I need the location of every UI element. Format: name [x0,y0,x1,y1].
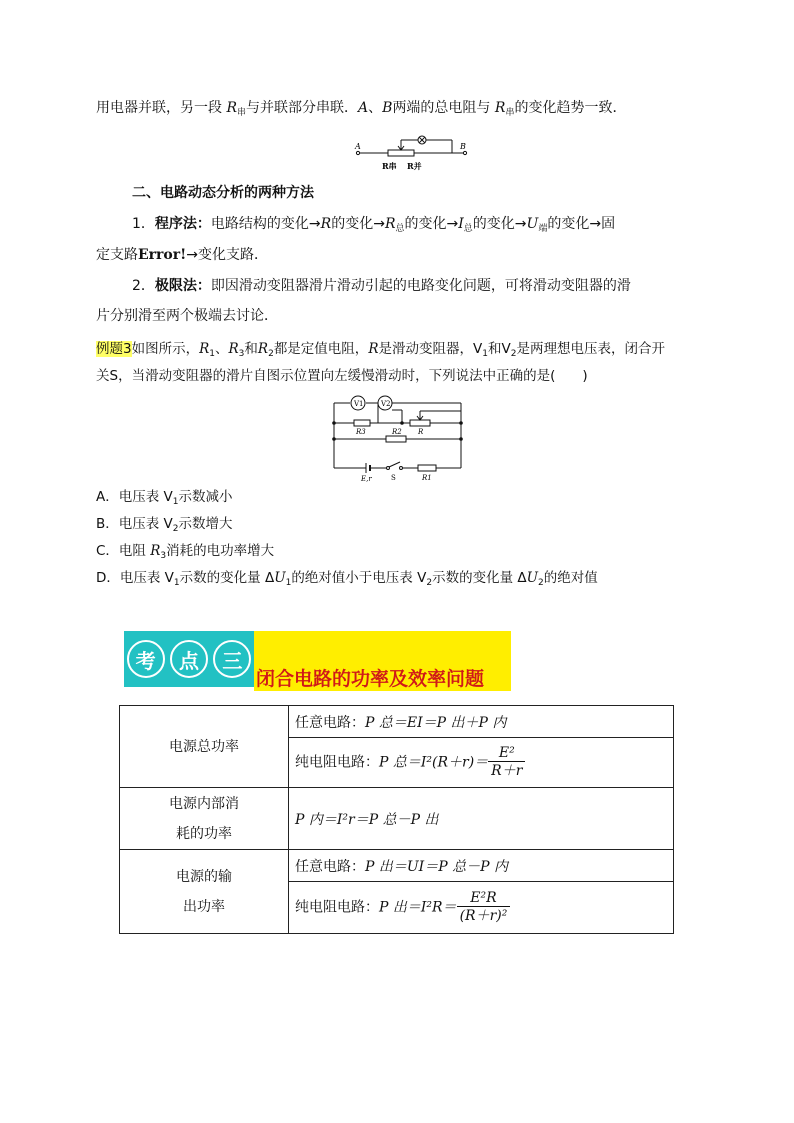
formula: P 内＝I²r＝P 总－P 出 [295,811,439,828]
option-text: 示数增大 [178,516,233,532]
switch-lever [389,462,400,467]
subscript: 1 [173,578,180,588]
symbol-u: U [274,570,286,586]
fraction [488,745,525,780]
text-run: 、 [215,341,229,357]
subscript: 1 [209,349,215,359]
error-text: Error! [138,247,187,263]
badge-char: 点 [178,648,199,673]
example-tag: 例题3 [96,341,132,357]
rheostat-r [410,420,430,426]
option-text: 的绝对值小于电压表 V [291,570,427,586]
label-line: 出功率 [183,898,225,915]
row2-label [120,788,289,850]
cell-label: 纯电阻电路： [295,754,379,771]
resistor-r1 [418,465,436,471]
denominator: R＋r [491,763,523,779]
subscript: 串 [237,108,247,118]
row3-cell-b [289,882,674,934]
row1-label: 电源总功率 [120,706,289,788]
numerator: E² [488,745,525,762]
formula: P 出＝I²R＝ [379,899,457,916]
option-a [96,487,233,512]
text-run: 即因滑动变阻器滑片滑动引起的电路变化问题，可将滑动变阻器的滑 [210,278,631,294]
label-line: 电源内部消 [169,795,239,812]
option-text: 示数减小 [178,489,233,505]
text-run: 的变化→固 [547,216,616,232]
option-d [96,568,598,593]
symbol-r: R [368,341,379,357]
symbol-u: U [526,216,539,232]
symbol-b: B [382,100,393,116]
formula: P 总＝EI＝P 出＋P 内 [365,714,507,731]
label-v1: V1 [354,400,364,408]
banner-title-box [254,631,511,691]
example-line2: 关S，当滑动变阻器的滑片自图示位置向左缓慢滑动时，下列说法中正确的是( ) [96,368,588,384]
subscript: 总 [395,224,405,234]
text-run: →变化支路． [186,247,269,263]
method2-line1 [132,276,631,296]
example-line1 [96,339,665,364]
cell-label: 任意电路： [295,858,365,875]
row1-cell-b [289,738,674,788]
text-run: 的变化→ [472,216,527,232]
label-er: E,r [361,475,372,483]
subscript: 2 [538,578,544,588]
row1-cell-a [289,706,674,738]
label-line: 耗的功率 [176,825,232,842]
banner-badge [124,631,254,687]
option-text: C．电阻 [96,543,151,559]
label-r2: R2 [392,428,402,436]
cell-label: 任意电路： [295,714,365,731]
option-text: 示数的变化量 Δ [432,570,527,586]
symbol-r: R [226,100,237,116]
power-table [119,705,674,934]
intro-line [96,98,626,123]
method-name: 极限法： [154,278,211,294]
subscript: 总 [463,224,473,234]
symbol-r: R [320,216,332,232]
method1-line2 [96,245,268,265]
option-c [96,541,274,566]
subscript: 2 [510,349,517,359]
method-name: 程序法： [154,216,211,232]
subscript: 1 [285,578,292,588]
label-r-parallel: R并 [407,161,422,171]
item-number: 1． [132,216,155,232]
circuit-diagram-1 [352,128,477,176]
label-v2: V2 [381,400,391,408]
cell-label: 纯电阻电路： [295,899,379,916]
option-text: A．电压表 V [96,489,173,505]
text-run: 与并联部分串联． [246,100,359,116]
option-text: B．电压表 V [96,516,173,532]
subscript: 1 [482,349,488,359]
symbol-r: R [257,341,269,357]
resistor-r2 [386,436,406,442]
label-r: R [418,428,424,436]
label-b: B [460,142,466,151]
formula: P 出＝UI＝P 总－P 内 [365,858,508,875]
terminal-b [463,151,466,154]
subscript: 3 [238,349,245,359]
option-text: 消耗的电功率增大 [166,543,275,559]
method2-line2: 片分别滑至两个极端去讨论． [96,308,278,324]
symbol-r: R [494,100,506,116]
badge-circle [170,640,208,678]
badge-circle [213,640,251,678]
formula: P 总＝I²(R＋r)＝ [379,754,489,771]
badge-char: 三 [222,648,243,673]
subscript: 2 [426,578,433,588]
section-banner [124,631,511,691]
text-run: 用电器并联，另一段 [96,100,222,116]
symbol-a: A [358,100,369,116]
label-r3: R3 [356,428,366,436]
option-text: 的绝对值 [543,570,598,586]
label-s: S [391,474,396,482]
row3-label [120,850,289,934]
text-run: 电路结构的变化→ [210,216,321,232]
text-run: 和V [487,341,511,357]
badge-circle [127,640,165,678]
resistor-r3 [354,420,370,426]
symbol-u: U [526,570,538,586]
symbol-r: R [199,341,210,357]
item-number: 2． [132,278,155,294]
text-run: 是两理想电压表，闭合开 [516,341,665,357]
denominator: (R＋r)² [459,908,508,924]
row3-cell-a [289,850,674,882]
terminal-a [356,151,359,154]
method1-line1 [132,214,615,239]
text-run: 都是定值电阻， [273,341,369,357]
text-run: 的变化→ [404,216,459,232]
option-text: D．电压表 V [96,570,174,586]
option-b [96,514,233,539]
banner-title: 闭合电路的功率及效率问题 [256,668,485,690]
text-run: 的变化→ [331,216,385,232]
subscript: 2 [268,349,274,359]
symbol-r: R [150,543,161,559]
row2-cell [289,788,674,850]
subscript: 1 [172,497,179,507]
option-text: 示数的变化量 Δ [179,570,275,586]
text-run: 如图所示， [131,341,200,357]
text-run: 是滑动变阻器，V [378,341,483,357]
label-r1: R1 [422,474,432,482]
badge-char: 考 [135,648,156,673]
fraction [457,890,511,925]
numerator: E²R [457,890,511,907]
switch-contact [400,467,403,470]
text-run: 和 [244,341,258,357]
text-run: 、 [368,100,383,116]
symbol-r: R [228,341,239,357]
subscript: 串 [505,108,515,118]
label-a: A [355,142,361,151]
symbol-i: I [458,216,464,232]
rheostat-body [388,150,414,156]
subscript: 端 [538,224,548,234]
circuit-diagram-2 [330,393,466,485]
text-run: 定支路 [96,247,138,263]
label-line: 电源的输 [176,868,232,885]
subscript: 3 [160,551,167,561]
label-r-series: R串 [382,161,397,171]
symbol-r: R [384,216,396,232]
subscript: 2 [172,524,179,534]
text-run: 两端的总电阻与 [392,100,491,116]
text-run: 的变化趋势一致． [514,100,627,116]
section-heading: 二、电路动态分析的两种方法 [132,185,314,201]
